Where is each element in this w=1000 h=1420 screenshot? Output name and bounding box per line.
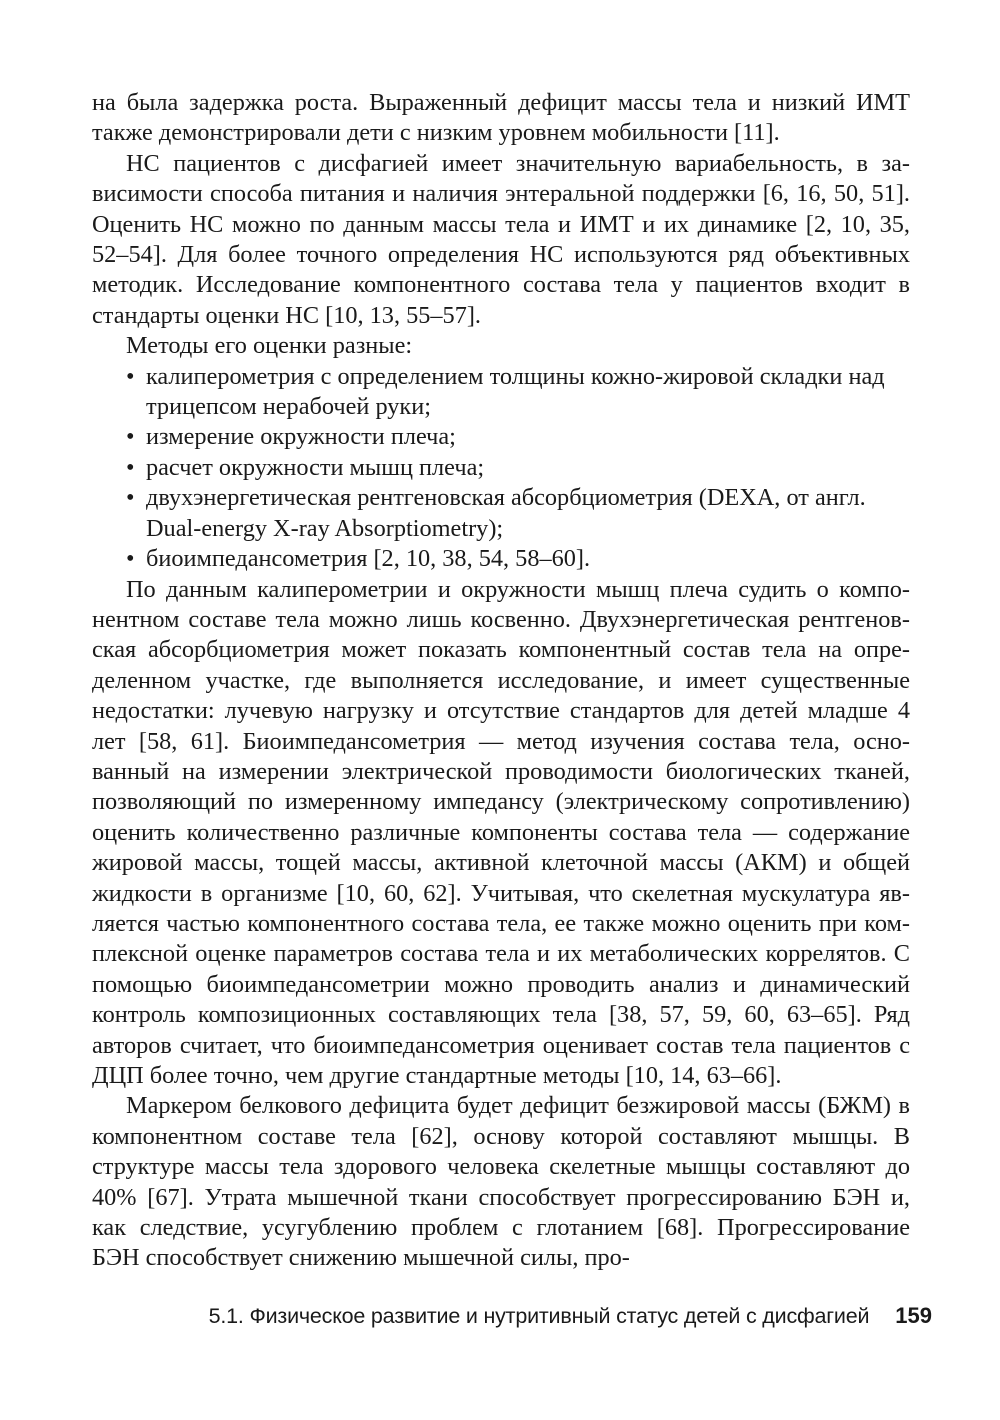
paragraph-methods-intro: Методы его оценки разные: [126,332,413,360]
list-item-text: калиперометрия с определением толщины кожно-жировой складки над трицепсом нерабочей руки; [146,362,885,421]
page-footer [208,1293,932,1339]
running-title: 5.1. Физическое развитие и нутритивный статус детей с дисфагией [208,1303,870,1328]
bullet-icon: • [126,362,135,390]
bullet-icon: • [126,484,135,512]
list-item [92,362,910,423]
bullet-icon: • [126,423,135,451]
list-item-text: биоимпедансометрия [2, 10, 38, 54, 58–60]. [146,545,591,573]
paragraph-body-composition-methods: По данным калиперометрии и окружности мышц плеча судить о компонентном составе тела можно лишь косвенно. Двухэнергетическая рентгеновская абсорбциометрия может показать компонентный состав тела на определенном участке, где выполняется исследование, и имеет существенные недостатки: лучевую нагрузку и отсутствие стандартов для детей младше 4 лет [58, 61]. Биоимпедансометрия — метод изучения состава тела, основанный на измерении электрической проводимости биологических тканей, позволяющий по измеренному импедансу (электрическому сопротивлению) оценить количественно различные компоненты состава тела — содержание жировой массы, тощей массы, активной клеточной массы (АКМ) и общей жидкости в организме [10, 60, 62]. Учитывая, что скелетная мускулатура является частью компонентного состава тела, ее также можно оценить при комплексной оценке параметров состава тела и их метаболических коррелятов. С помощью биоимпедансометрии можно проводить анализ и динамический контроль композиционных составляющих тела [38, 57, 59, 60, 63–65]. Ряд авторов считает, что биоимпедансометрия оценивает состав тела пациентов с ДЦП более точно, чем другие стандартные методы [10, 14, 63–66]. [92,575,910,1089]
list-item [92,483,910,544]
bullet-icon: • [126,453,135,481]
list-item [92,422,910,452]
list-item-text: расчет окружности мышц плеча; [146,453,485,481]
paragraph-protein-deficit: Маркером белкового дефицита будет дефицит безжировой массы (БЖМ) в компонентном составе тела [62], основу которой составляют мышцы. В структуре массы тела здорового человека скелетные мышцы составляют до 40% [67]. Утрата мышечной ткани способствует прогрессированию БЭН и, как следствие, усугублению проблем с глотанием [68]. Прогрессирование БЭН способствует снижению мышечной силы, про- [92,1092,910,1272]
paragraph-nutritional-status: НС пациентов с дисфагией имеет значительную вариабельность, в зависимости способа питания и наличия энтеральной поддержки [6, 16, 50, 51]. Оценить НС можно по данным массы тела и ИМТ и их динамике [2, 10, 35, 52–54]. Для более точного определения НС используются ряд объективных методик. Исследование компонентного состава тела у пациентов входит в стандарты оценки НС [10, 13, 55–57]. [92,149,910,329]
page-number: 159 [895,1303,932,1328]
methods-list [92,362,910,575]
list-item-text: двухэнергетическая рентгеновская абсорбциометрия (DEXA, от англ. Dual-energy X-ray Absorptiometry); [146,484,866,542]
list-item-text: измерение окружности плеча; [146,423,456,451]
page-body [92,88,910,1274]
list-item [92,544,910,574]
list-item [92,453,910,483]
bullet-icon: • [126,545,135,573]
paragraph-growth-delay: на была задержка роста. Выраженный дефицит массы тела и низкий ИМТ также демонстрировали дети с низким уровнем мобильности [11]. [92,89,910,147]
